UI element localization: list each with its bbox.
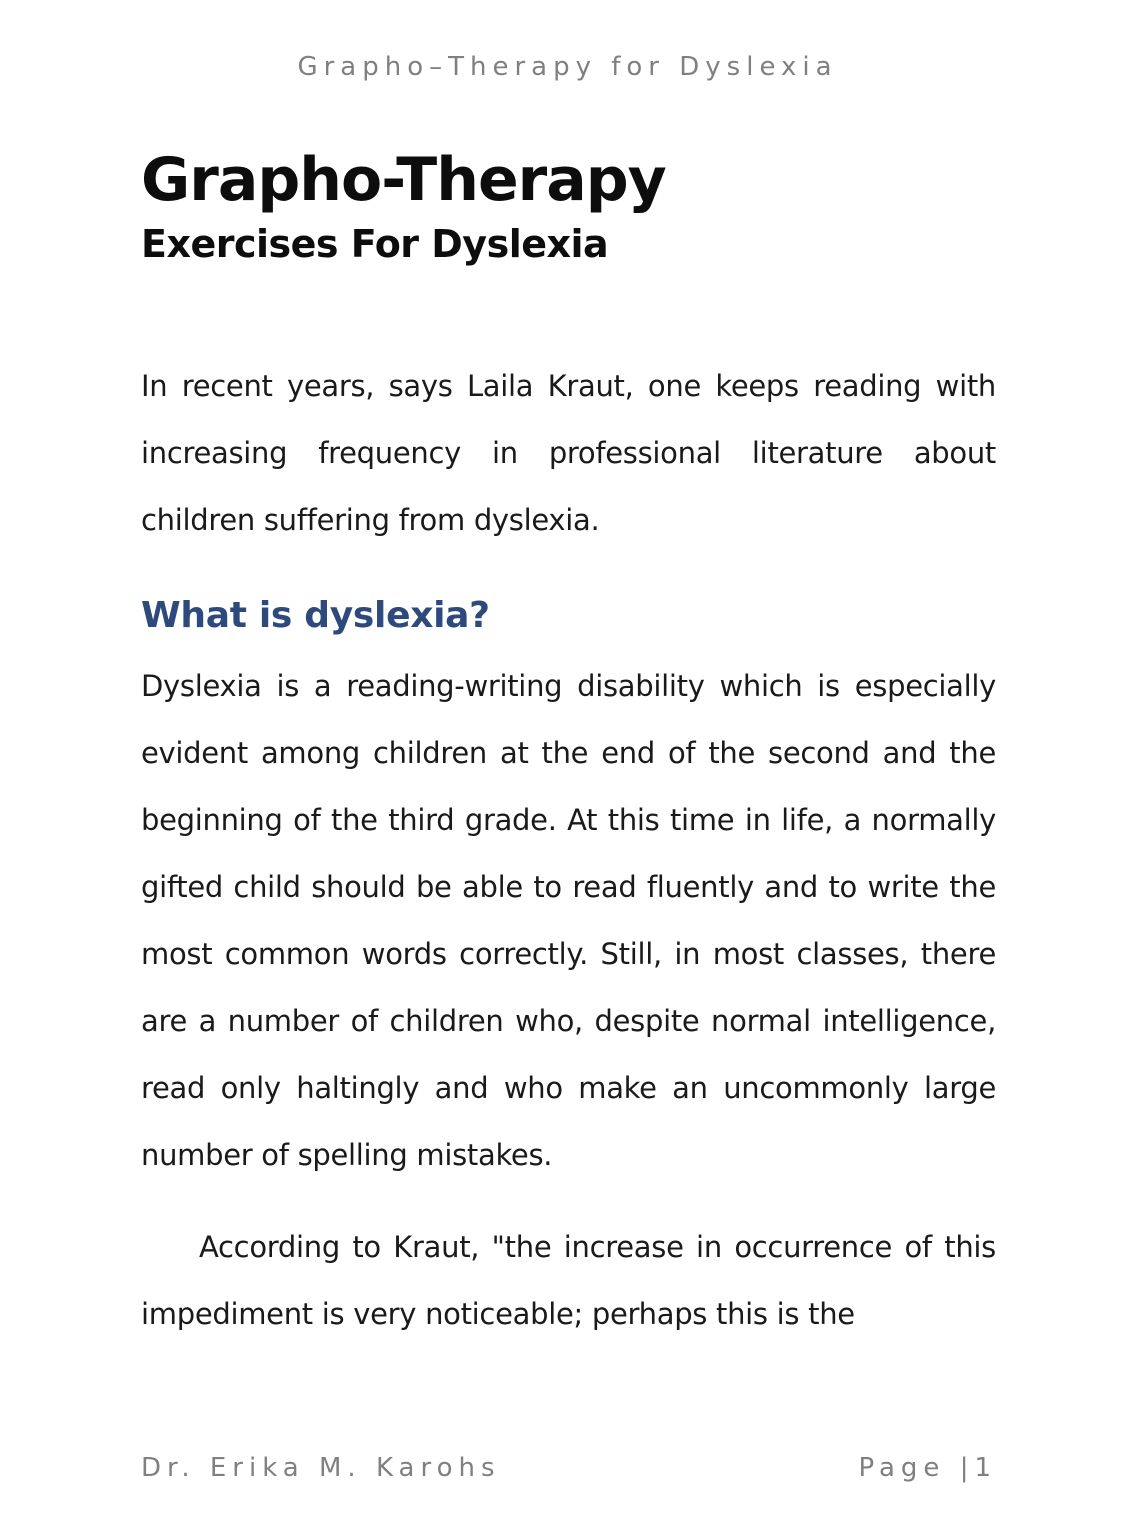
title-block [141,140,666,268]
document-subtitle: Exercises For Dyslexia [141,222,609,266]
quote-paragraph: According to Kraut, "the increase in occurrence of this impediment is very noticeable; perhaps this is the [141,1230,996,1331]
section-heading: What is dyslexia? [141,595,490,636]
footer-author: Dr. Erika M. Karohs [141,1453,501,1483]
definition-paragraph: Dyslexia is a reading-writing disability which is especially evident among children at the end of the second and the beginning of the third grade. At this time in life, a normally gifted child should be able to read fluently and to write the most common words correctly. Still, in most classes, there are a number of children who, despite normal intelligence, read only haltingly and who make an uncommonly large number of spelling mistakes. [141,669,996,1172]
page-number: Page |1 [858,1453,997,1483]
document-title: Grapho-Therapy [141,145,666,215]
running-header: Grapho–Therapy for Dyslexia [297,52,838,82]
intro-paragraph: In recent years, says Laila Kraut, one keeps reading with increasing frequency in professional literature about children suffering from dyslexia. [141,369,996,537]
